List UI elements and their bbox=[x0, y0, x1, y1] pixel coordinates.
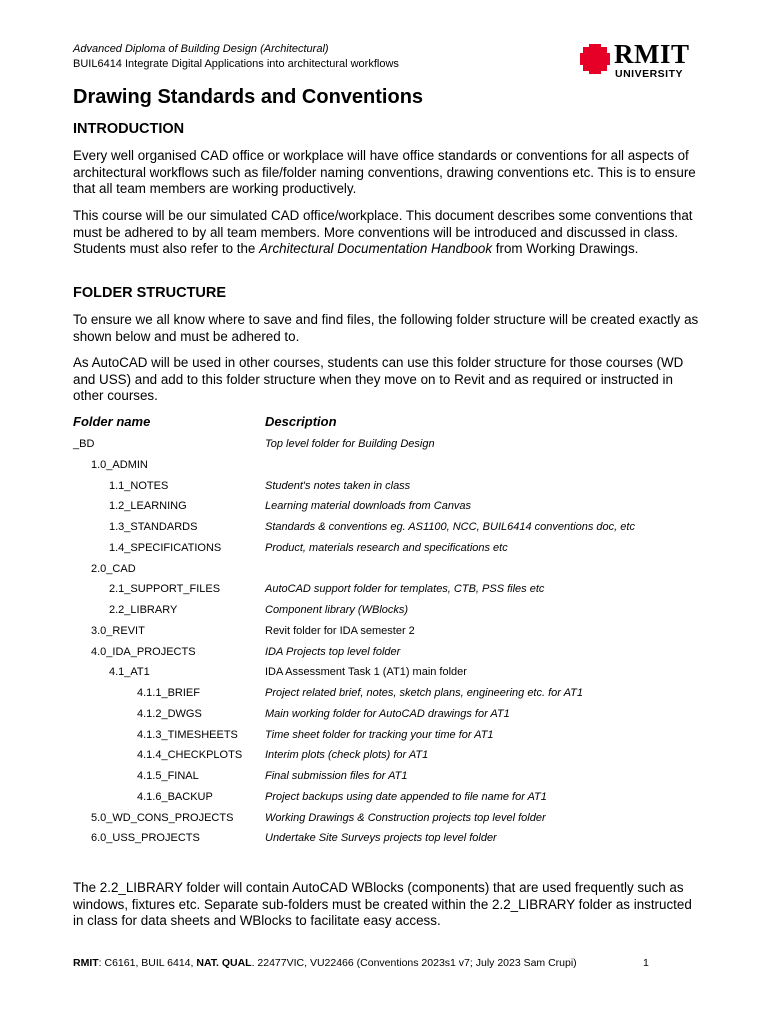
folder-name: 3.0_REVIT bbox=[91, 624, 145, 637]
folder-paragraph-1: To ensure we all know where to save and find files, the following folder structure will be created exactly as shown below and must be adhered to. bbox=[73, 312, 699, 344]
folder-name: 4.1.2_DWGS bbox=[137, 707, 202, 720]
folder-structure-heading: FOLDER STRUCTURE bbox=[73, 285, 227, 301]
folder-name: 4.1.1_BRIEF bbox=[137, 687, 200, 699]
folder-description: Student's notes taken in class bbox=[265, 479, 411, 492]
folder-description: Final submission files for AT1 bbox=[265, 770, 408, 782]
folder-name: 4.1.4_CHECKPLOTS bbox=[137, 749, 243, 762]
folder-name: 2.2_LIBRARY bbox=[109, 604, 178, 616]
folder-row bbox=[0, 521, 768, 541]
folder-description: Interim plots (check plots) for AT1 bbox=[265, 749, 429, 762]
folder-description: Time sheet folder for tracking your time for AT1 bbox=[265, 728, 494, 741]
folder-name: 4.1.5_FINAL bbox=[137, 770, 199, 782]
folder-row bbox=[0, 563, 768, 583]
folder-name: 4.1_AT1 bbox=[109, 666, 150, 679]
intro-heading: INTRODUCTION bbox=[73, 121, 185, 137]
folder-description: Top level folder for Building Design bbox=[265, 438, 435, 450]
course-code: BUIL6414 Integrate Digital Applications into architectural workflows bbox=[73, 58, 399, 70]
rmit-logo bbox=[580, 40, 692, 82]
page-title: Drawing Standards and Conventions bbox=[73, 86, 424, 108]
folder-row bbox=[0, 832, 768, 852]
folder-name: 1.0_ADMIN bbox=[91, 458, 148, 471]
folder-row bbox=[0, 729, 768, 749]
folder-name: 2.1_SUPPORT_FILES bbox=[109, 583, 221, 596]
folder-name: 6.0_USS_PROJECTS bbox=[91, 832, 200, 845]
folder-name: 4.1.6_BACKUP bbox=[137, 790, 213, 803]
folder-description: Main working folder for AutoCAD drawings for AT1 bbox=[265, 707, 510, 720]
library-paragraph: The 2.2_LIBRARY folder will contain AutoCAD WBlocks (components) that are used frequently such as windows, fixtures etc. Separate sub-folders must be created within the 2.2_LIBRARY folder as instructed in class for data sheets and WBlocks to facilitate easy access. bbox=[73, 880, 692, 929]
folder-row bbox=[0, 459, 768, 479]
folder-name: 5.0_WD_CONS_PROJECTS bbox=[91, 811, 234, 824]
folder-row bbox=[0, 500, 768, 520]
rmit-pixel-icon bbox=[580, 44, 610, 74]
folder-name: 1.4_SPECIFICATIONS bbox=[109, 541, 222, 554]
folder-row bbox=[0, 687, 768, 707]
folder-row bbox=[0, 770, 768, 790]
logo-subtitle: UNIVERSITY bbox=[615, 68, 684, 80]
folder-name: 1.2_LEARNING bbox=[109, 500, 187, 513]
folder-description: Product, materials research and specifications etc bbox=[265, 541, 508, 554]
folder-row bbox=[0, 666, 768, 686]
folder-description: Revit folder for IDA semester 2 bbox=[265, 624, 415, 637]
footer: RMIT: C6161, BUIL 6414, NAT. QUAL. 22477VIC, VU22466 (Conventions 2023s1 v7; July 2023 Sam Crupi) bbox=[73, 957, 577, 969]
folder-description: Learning material downloads from Canvas bbox=[265, 500, 472, 513]
folder-name: 1.1_NOTES bbox=[109, 479, 169, 492]
folder-description: IDA Projects top level folder bbox=[265, 645, 401, 658]
folder-description: Project related brief, notes, sketch plans, engineering etc. for AT1 bbox=[265, 687, 583, 699]
page-number: 1 bbox=[643, 957, 649, 969]
folder-row bbox=[0, 625, 768, 645]
folder-description: IDA Assessment Task 1 (AT1) main folder bbox=[265, 666, 467, 679]
column-header-folder-name: Folder name bbox=[73, 414, 151, 429]
folder-row bbox=[0, 791, 768, 811]
folder-row bbox=[0, 583, 768, 603]
folder-description: AutoCAD support folder for templates, CTB, PSS files etc bbox=[265, 583, 545, 596]
folder-paragraph-2: As AutoCAD will be used in other courses, students can use this folder structure for those courses (WD and USS) and add to this folder structure when they move on to Revit and as required or instructed in other courses. bbox=[73, 355, 684, 404]
folder-name: _BD bbox=[73, 438, 95, 450]
folder-description: Component library (WBlocks) bbox=[265, 604, 409, 616]
folder-row bbox=[0, 542, 768, 562]
intro-paragraph-2: This course will be our simulated CAD office/workplace. This document describes some conventions that must be adhered to by all team members. More conventions will be introduced and discussed in class. Students must also refer to the Architectural Documentation Handbook from Working Drawings. bbox=[73, 208, 693, 257]
folder-name: 2.0_CAD bbox=[91, 562, 136, 575]
folder-row bbox=[0, 438, 768, 458]
folder-row bbox=[0, 708, 768, 728]
folder-row bbox=[0, 646, 768, 666]
course-title: Advanced Diploma of Building Design (Architectural) bbox=[73, 43, 329, 55]
folder-row bbox=[0, 604, 768, 624]
folder-row bbox=[0, 749, 768, 769]
column-header-description: Description bbox=[265, 414, 337, 429]
folder-description: Undertake Site Surveys projects top level folder bbox=[265, 832, 497, 845]
folder-name: 1.3_STANDARDS bbox=[109, 521, 198, 533]
folder-name: 4.1.3_TIMESHEETS bbox=[137, 728, 238, 741]
logo-wordmark: RMIT bbox=[614, 39, 690, 69]
folder-name: 4.0_IDA_PROJECTS bbox=[91, 645, 196, 658]
intro-paragraph-1: Every well organised CAD office or workplace will have office standards or conventions for all aspects of architectural workflows such as file/folder naming conventions, drawing conventions etc. This is to ensure that all team members are working productively. bbox=[73, 148, 696, 197]
folder-description: Standards & conventions eg. AS1100, NCC, BUIL6414 conventions doc, etc bbox=[265, 521, 635, 533]
folder-description: Project backups using date appended to file name for AT1 bbox=[265, 790, 547, 803]
folder-description: Working Drawings & Construction projects top level folder bbox=[265, 811, 546, 824]
folder-row bbox=[0, 812, 768, 832]
folder-row bbox=[0, 480, 768, 500]
